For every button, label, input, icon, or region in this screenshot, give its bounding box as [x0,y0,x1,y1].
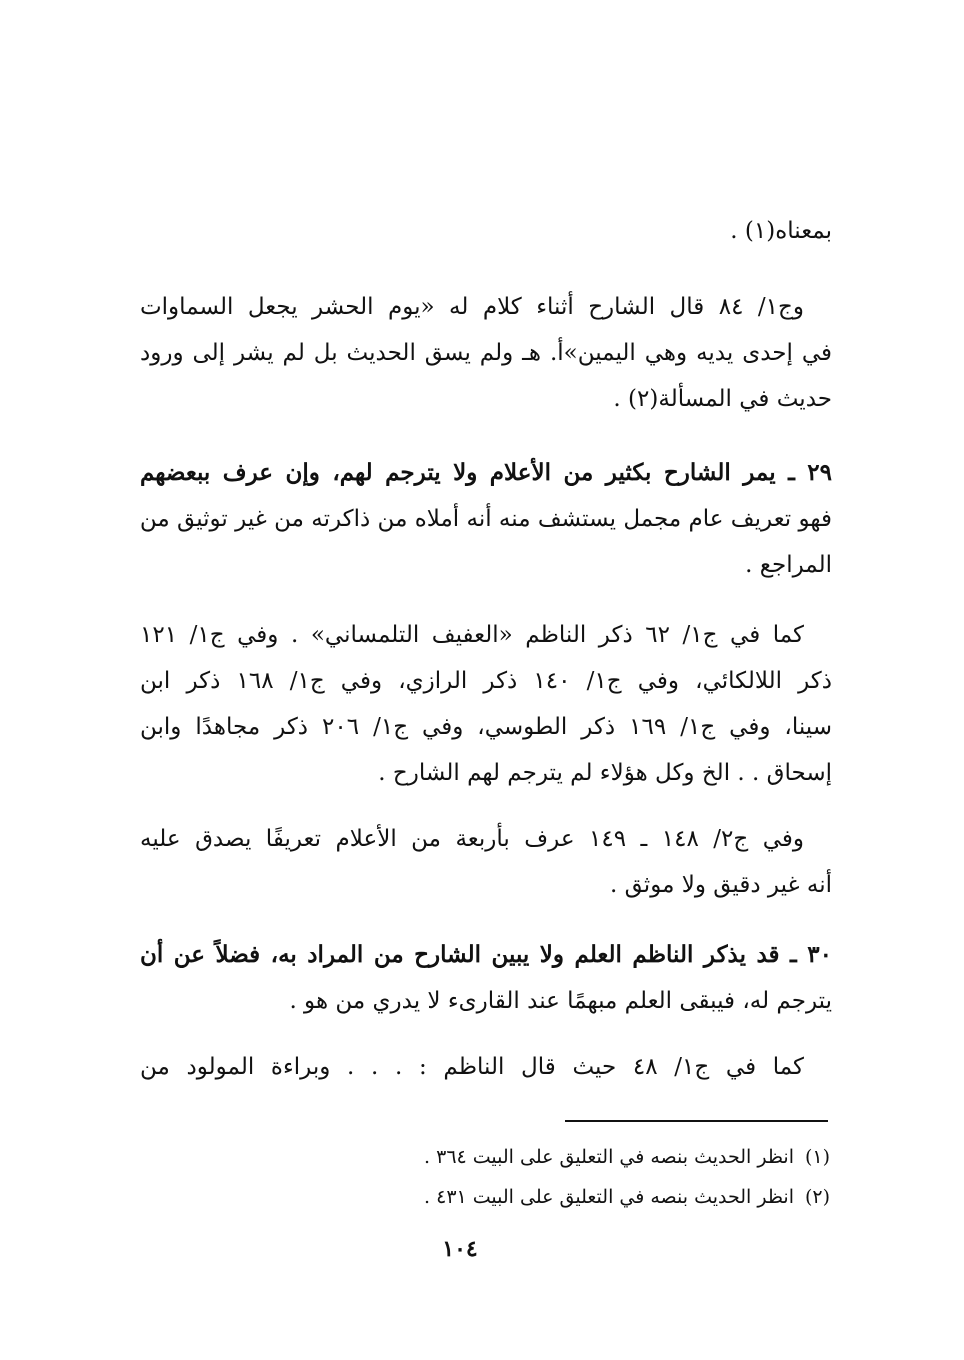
footnote-text: انظر الحديث بنصه في التعليق على البيت ٣٦٤ . [424,1146,794,1168]
text-line: وفي ج٢/ ١٤٨ ـ ١٤٩ عرف بأربعة من الأعلام تعريفًا يصدق عليه [140,826,804,852]
text-line: كما في ج١/ ٦٢ ذكر الناظم «العفيف التلمساني» . وفي ج١/ ١٢١ [140,622,805,648]
page-number: ١٠٤ [442,1236,478,1262]
text-line: كما في ج١/ ٤٨ حيث قال الناظم : . . . وبراءة المولود من [140,1054,805,1080]
text-line: إسحاق . . الخ وكل هؤلاء لم يترجم لهم الشارح . [378,760,832,786]
paragraph-29 [140,450,832,588]
text-line: فهو تعريف عام مجمل يستشف منه أنه أملاه من ذاكرته من غير توثيق من [139,506,832,532]
text-line: بمعناه(١) . [730,218,832,244]
footnotes [300,1137,830,1217]
footnote-separator [565,1120,828,1122]
text-line: حديث في المسألة(٢) . [613,386,832,412]
text-line: ٢٩ ـ يمر الشارح بكثير من الأعلام ولا يترجم لهم، وإن عرف ببعضهم [140,459,832,486]
text-line: في إحدى يديه وهي اليمين»أ. هـ ولم يسق الحديث بل لم يشر إلى ورود [140,340,832,366]
paragraph-continuation [140,208,832,254]
paragraph-example-48 [140,1044,832,1090]
text-line: سينا، وفي ج١/ ١٦٩ ذكر الطوسي، وفي ج١/ ٢٠٦ ذكر مجاهدًا وابن [140,714,833,740]
paragraph-examples-names [140,612,832,796]
text-line: أنه غير دقيق ولا موثق . [609,872,832,898]
paragraph-volume-2 [140,816,832,908]
text-line: ٣٠ ـ قد يذكر الناظم العلم ولا يبين الشارح من المراد به، فضلاً عن أن [140,941,832,968]
text-line: المراجع . [745,552,832,578]
footnote-marker: (١) [804,1146,830,1168]
text-line: ذكر اللالكائي، وفي ج١/ ١٤٠ ذكر الرازي، وفي ج١/ ١٦٨ ذكر ابن [140,668,833,694]
text-line: وج١/ ٨٤ قال الشارح أثناء كلام له «يوم الحشر يجعل السماوات [140,294,804,320]
text-line: يترجم له، فيبقى العلم مبهمًا عند القارىء لا يدري من هو . [289,988,832,1014]
footnote-1 [300,1137,830,1177]
footnote-2 [300,1177,830,1217]
footnote-marker: (٢) [804,1186,830,1208]
footnote-text: انظر الحديث بنصه في التعليق على البيت ٤٣١ . [424,1186,794,1208]
paragraph-example-hadith [140,284,832,422]
paragraph-30 [140,932,832,1024]
